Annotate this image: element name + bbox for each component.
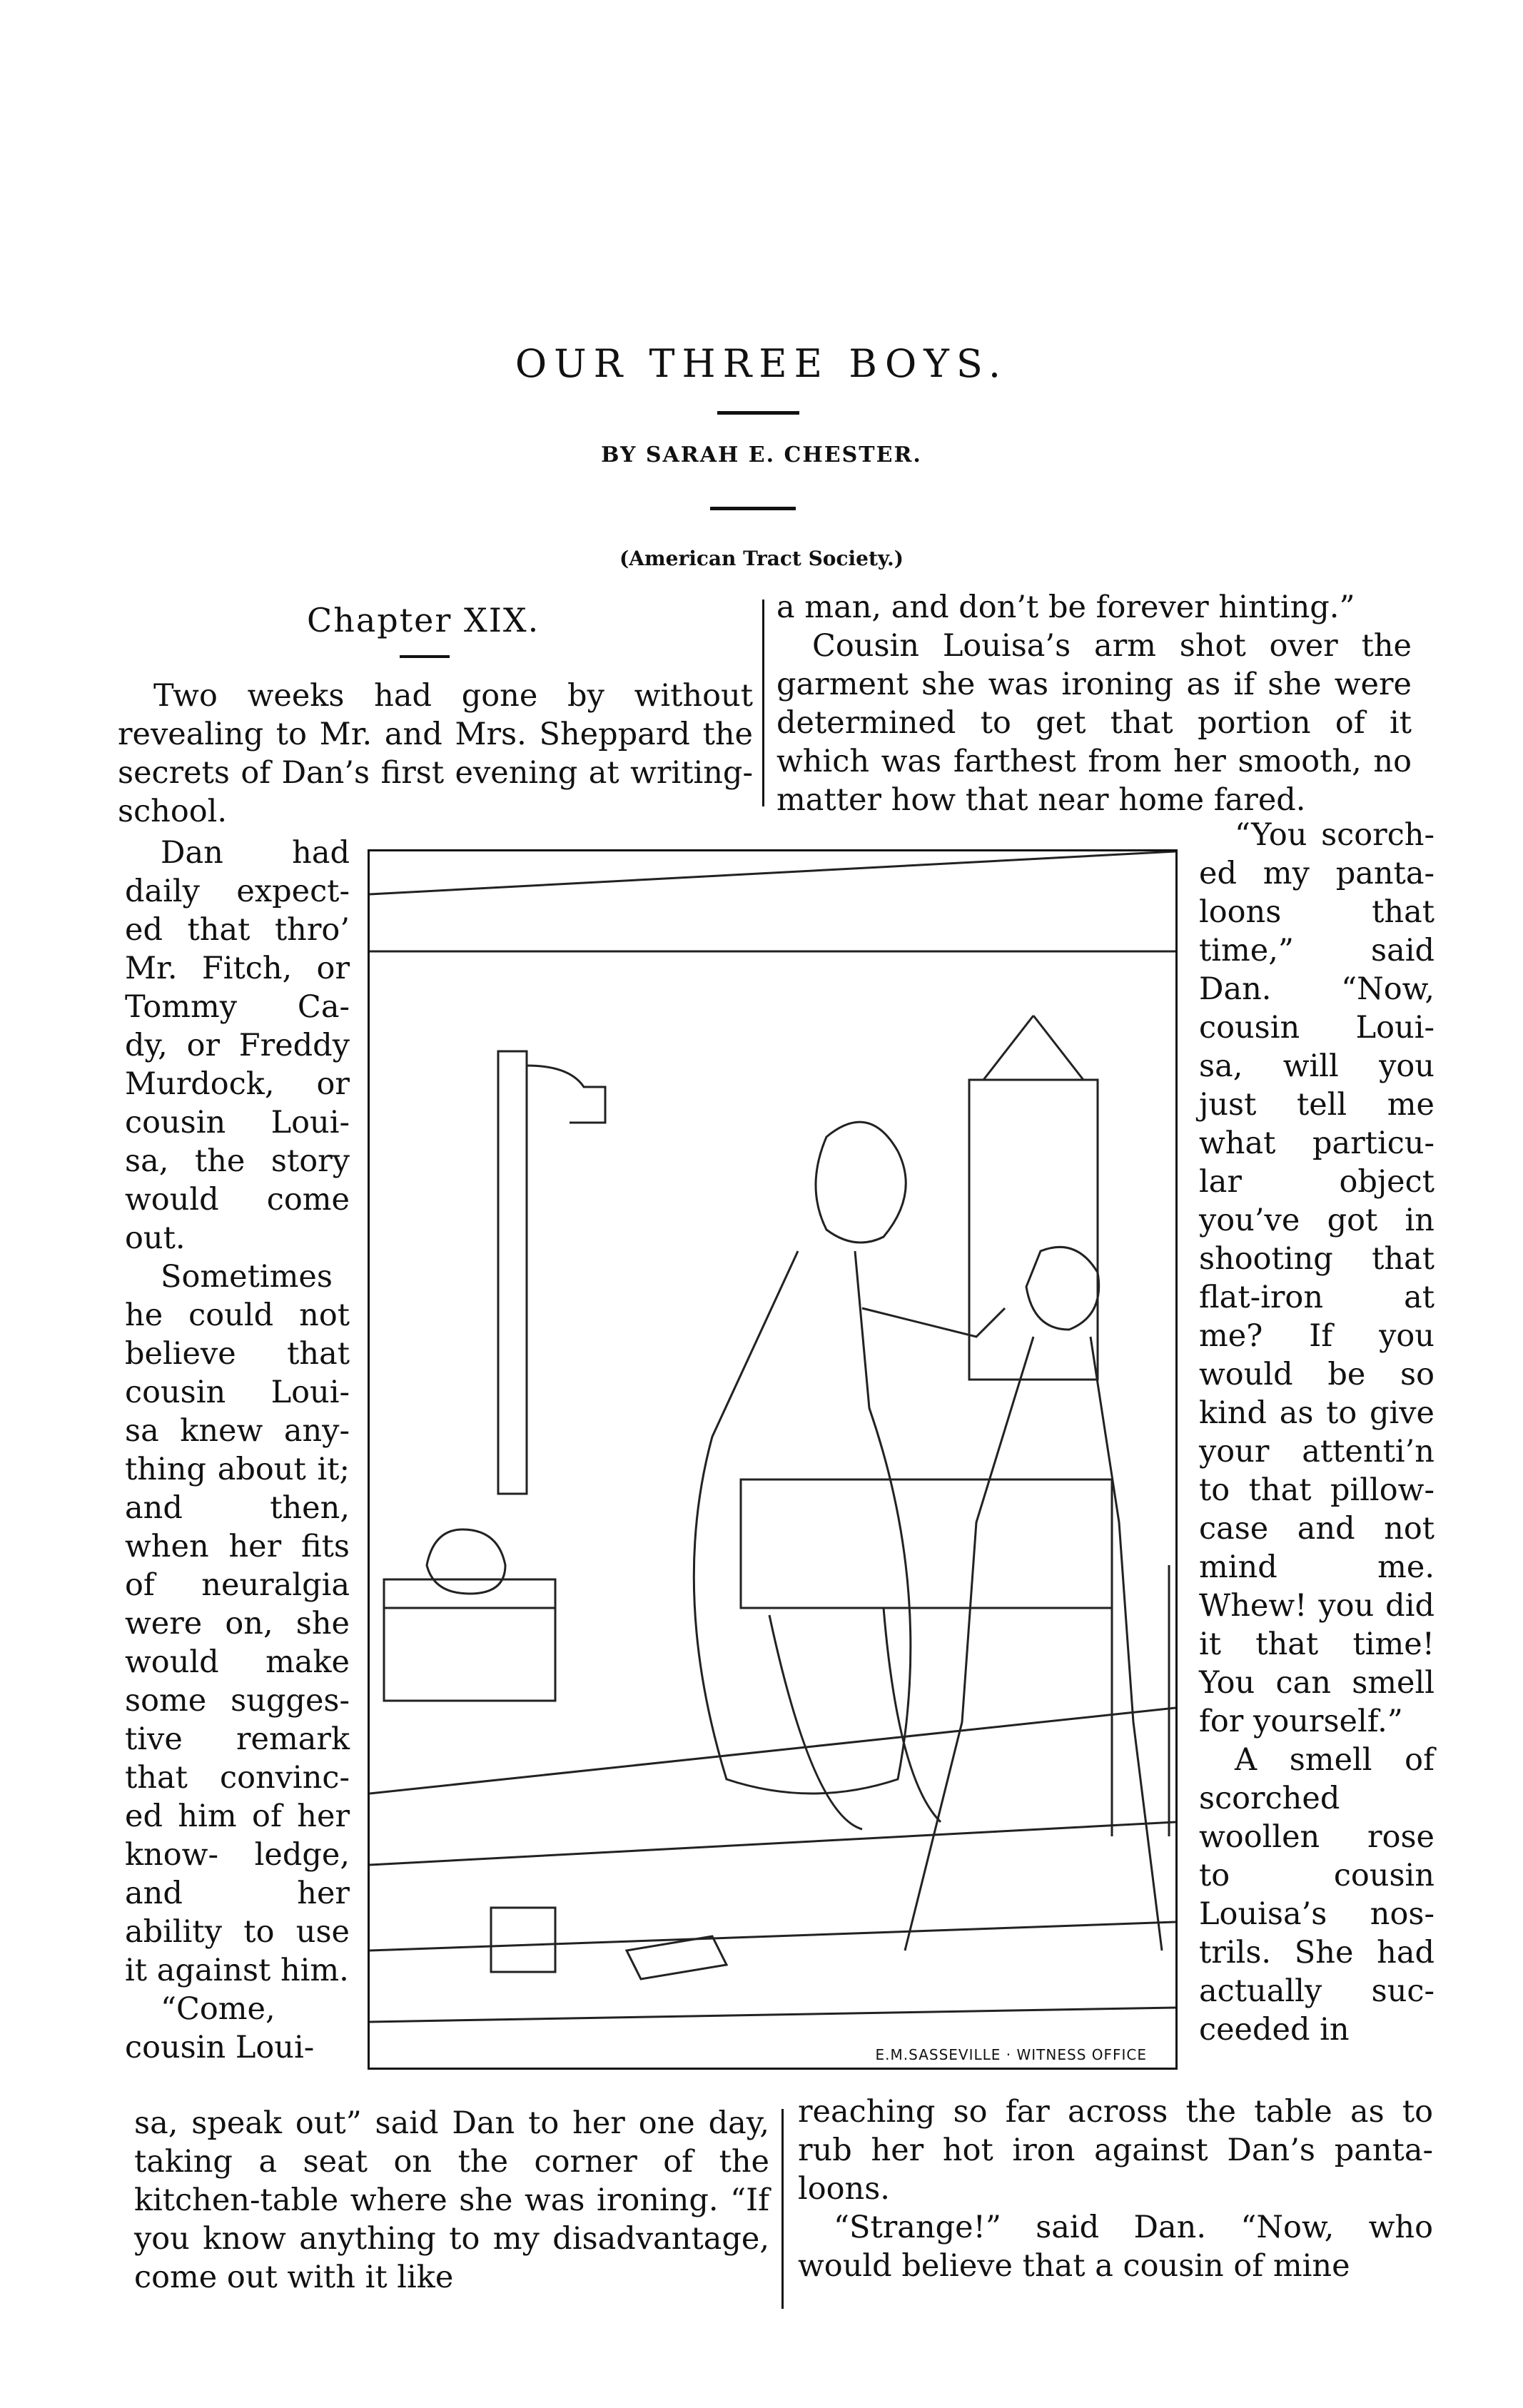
chapter-rule	[400, 655, 450, 658]
paragraph: a man, and don’t be forever hinting.”	[776, 590, 1355, 625]
paragraph: Sometimes he could not believe that cousin Loui- sa knew any- thing about it; and then, when her fits of neuralgia were on, she would make some sugges- tive remark that convinc- ed him of her know- ledge, and her ability to use it against him.	[125, 1259, 350, 1988]
paragraph: Two weeks had gone by without revealing to Mr. and Mrs. Sheppard the secrets of Dan’s first evening at writing-school.	[118, 678, 753, 829]
paragraph: “Come, cousin Loui-	[125, 1991, 315, 2065]
column-divider-top	[762, 600, 764, 806]
paragraph: reaching so far across the table as to rub her hot iron against Dan’s panta- loons.	[798, 2094, 1433, 2207]
column-divider-bottom	[781, 2109, 784, 2309]
paragraph: sa, speak out” said Dan to her one day, taking a seat on the corner of the kitchen-table where she was ironing. “If you know anything to my disadvantage, come out with it like	[134, 2105, 769, 2295]
byline: BY SARAH E. CHESTER.	[601, 442, 922, 467]
paragraph: A smell of scorched woollen rose to cousin Louisa’s nos- trils. She had actually suc- ceeded in	[1199, 1742, 1435, 2048]
paragraph: “You scorch- ed my panta- loons that time,” said Dan. “Now, cousin Loui- sa, will you just tell me what particu- lar object you’ve got in shooting that flat-iron at me? If you would be so kind as to give your attenti’n to that pillow- case and not mind me. Whew! you did it that time! You can smell for yourself.”	[1199, 817, 1435, 1739]
title-rule	[717, 411, 799, 415]
right-column-bottom	[798, 2093, 1433, 2285]
paragraph: Cousin Louisa’s arm shot over the garment she was ironing as if she were determined to get that portion of it which was farthest from her smooth, no matter how that near home fared.	[776, 628, 1412, 818]
left-column-bottom	[134, 2104, 769, 2297]
chapter-heading: Chapter XIX.	[307, 601, 540, 639]
byline-rule	[710, 507, 796, 510]
engraving-illustration	[368, 849, 1178, 2070]
kitchen-scene-drawing	[370, 851, 1175, 2068]
paragraph: Dan had daily expect- ed that thro’ Mr. Fitch, or Tommy Ca- dy, or Freddy Murdock, or cousin Loui- sa, the story would come out.	[125, 835, 350, 1256]
page-title: OUR THREE BOYS.	[515, 341, 1008, 386]
left-column-narrow	[125, 834, 350, 2067]
illustration-credit: E.M.SASSEVILLE · WITNESS OFFICE	[875, 2046, 1147, 2063]
publisher: (American Tract Society.)	[619, 547, 904, 570]
right-column-top	[776, 588, 1412, 819]
paragraph: “Strange!” said Dan. “Now, who would believe that a cousin of mine	[798, 2210, 1433, 2284]
left-column-top	[118, 677, 753, 831]
right-column-narrow	[1199, 816, 1435, 2049]
